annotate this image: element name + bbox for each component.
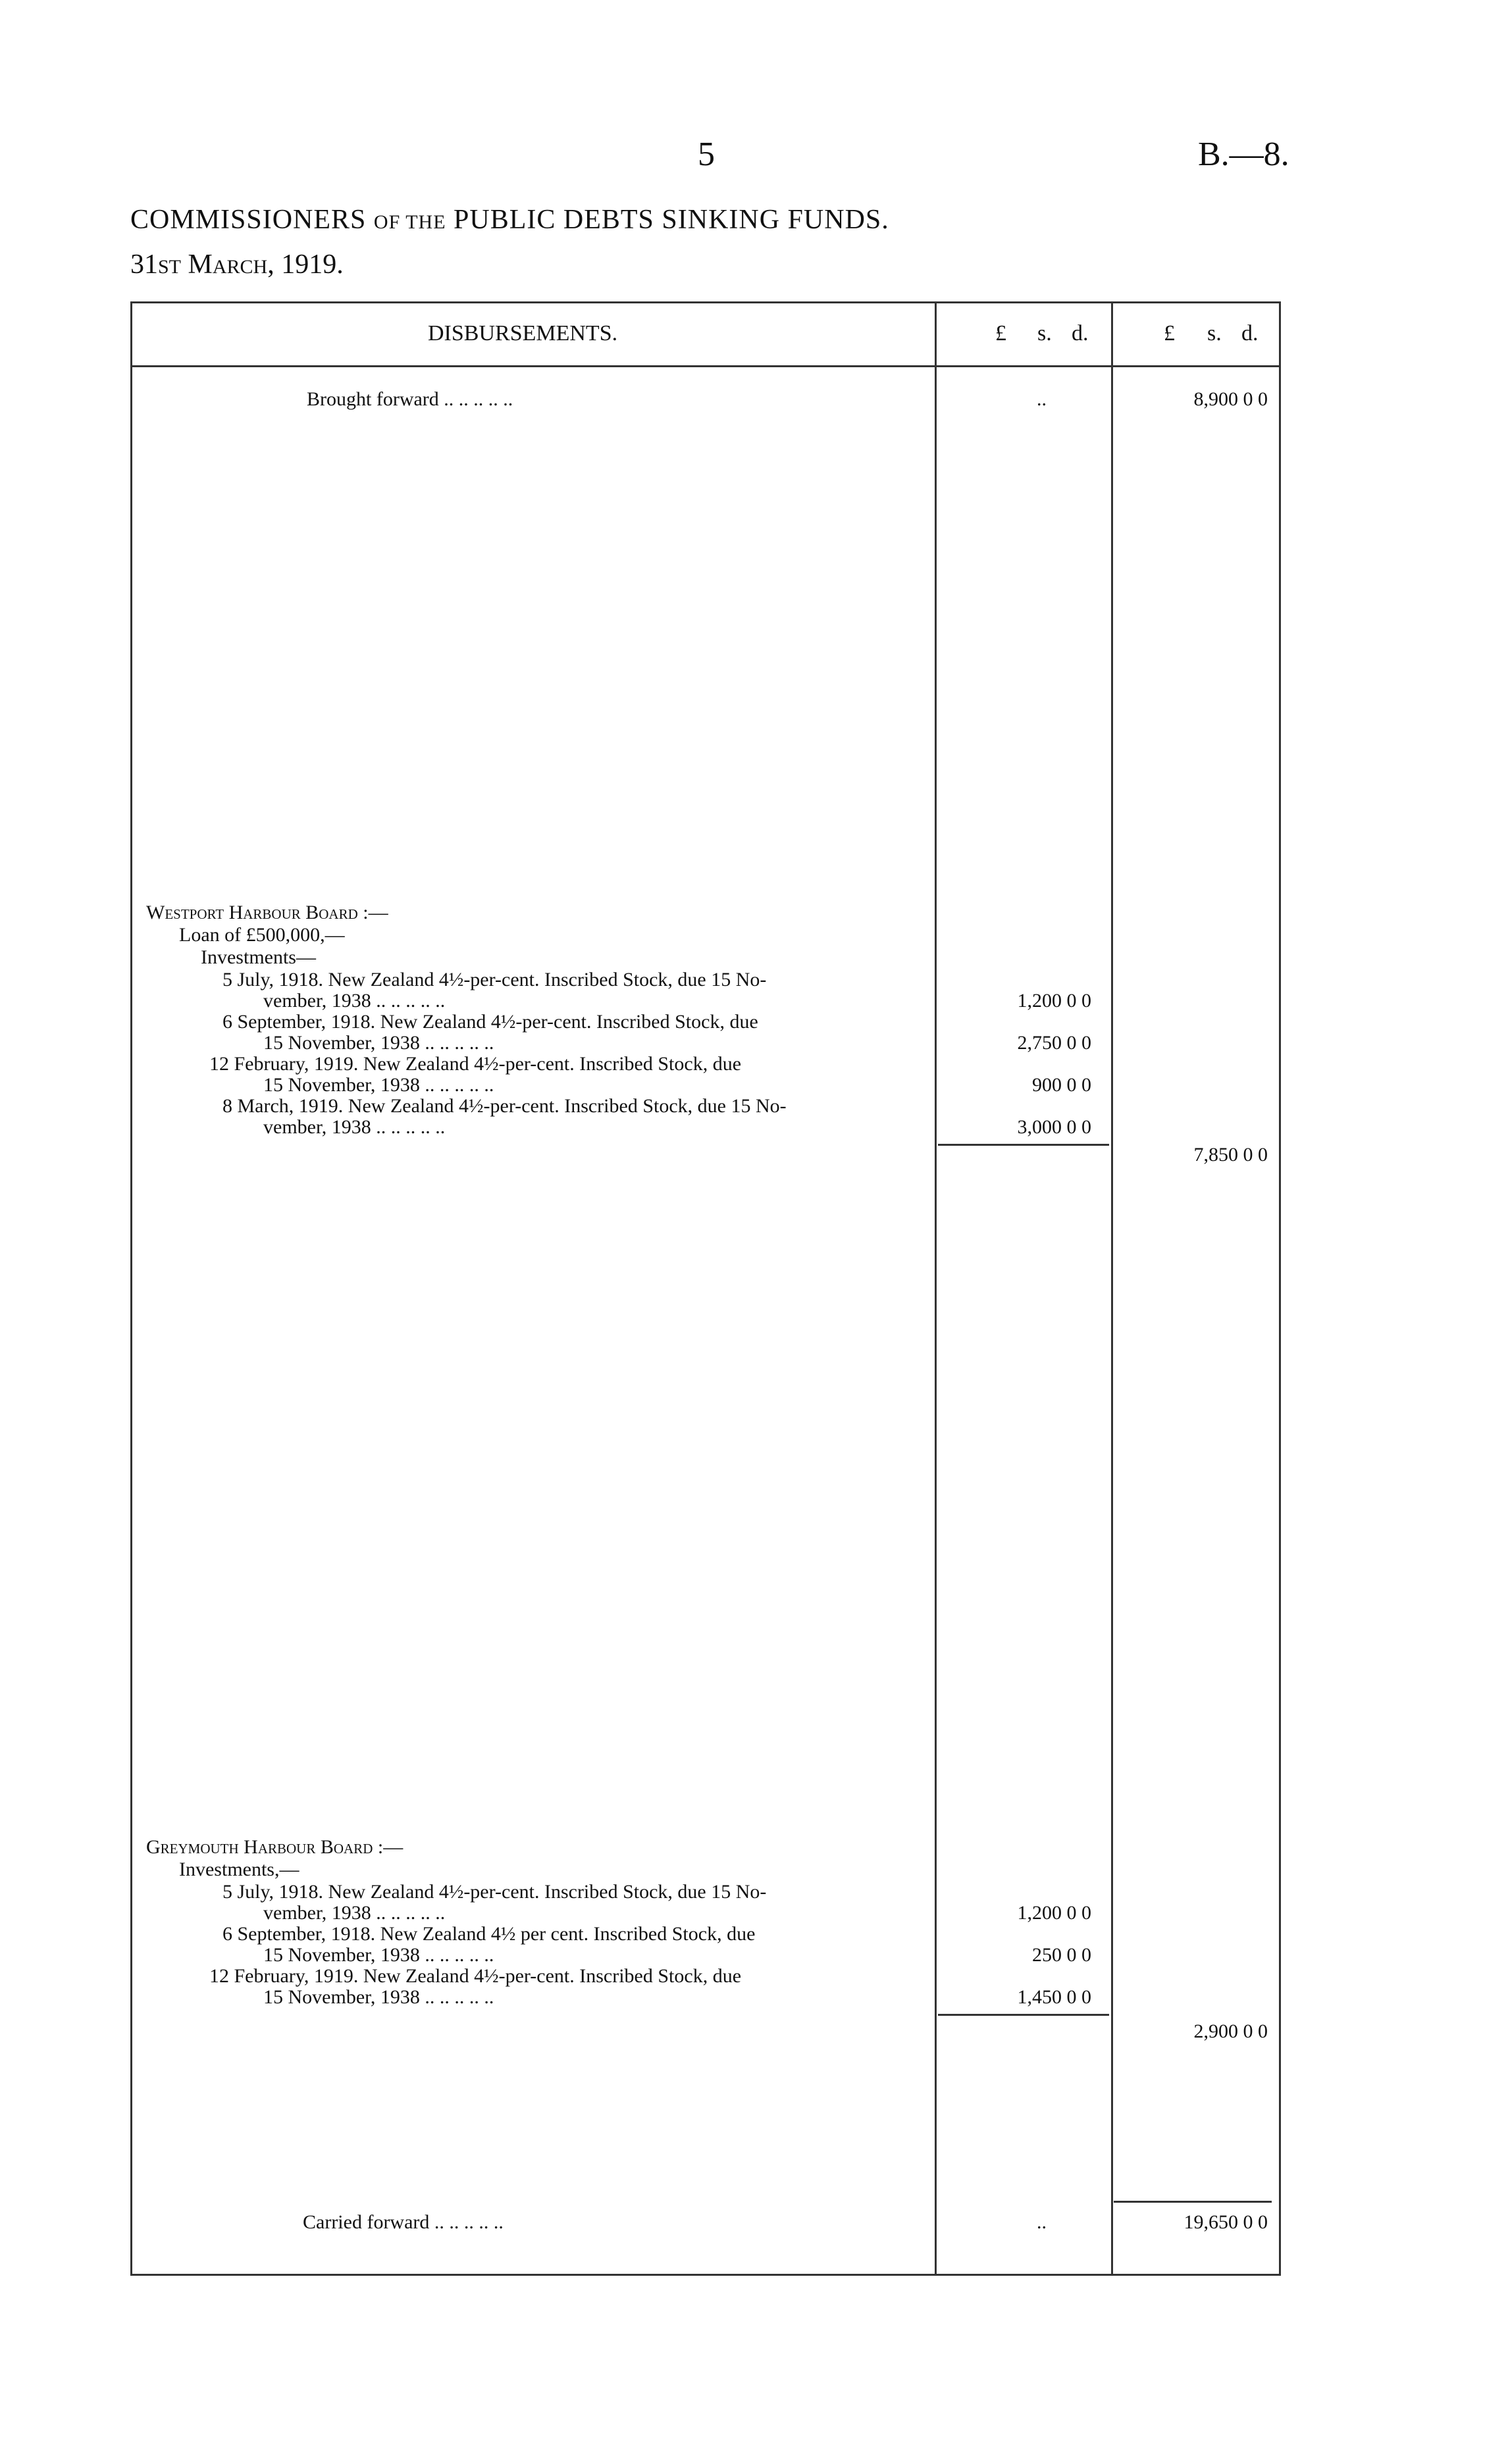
greymouth-total: 2,900 0 0 [1193,2020,1268,2042]
col2-shillings-head: s. [1207,321,1222,346]
page-title [130,204,889,236]
westport-entry-4-line1: 8 March, 1919. New Zealand 4½-per-cent. Inscribed Stock, due 15 No- [222,1095,787,1117]
brought-forward-label: Brought forward .. .. .. .. .. [307,388,513,410]
date-part-2: M [181,249,213,280]
westport-sum-rule [938,1144,1109,1146]
date-part-3: , 1919. [267,249,344,280]
greymouth-entry-1-amount: 1,200 0 0 [1017,1902,1091,1924]
date-small-2: ARCH [212,256,268,278]
carried-forward-rule [1114,2201,1272,2203]
westport-entry-1-line1: 5 July, 1918. New Zealand 4½-per-cent. Inscribed Stock, due 15 No- [222,969,767,990]
brought-forward-col1: .. [1037,388,1047,410]
greymouth-entry-3-line1: 12 February, 1919. New Zealand 4½-per-cent. Inscribed Stock, due [209,1965,742,1987]
greymouth-entry-3-amount: 1,450 0 0 [1017,1986,1091,2008]
westport-entry-2-line1: 6 September, 1918. New Zealand 4½-per-cent. Inscribed Stock, due [222,1011,758,1033]
westport-entry-1-amount: 1,200 0 0 [1017,990,1091,1012]
westport-total: 7,850 0 0 [1193,1144,1268,1166]
greymouth-entry-2-line1: 6 September, 1918. New Zealand 4½ per cent. Inscribed Stock, due [222,1923,756,1945]
westport-entry-3-line1: 12 February, 1919. New Zealand 4½-per-cent. Inscribed Stock, due [209,1053,742,1075]
westport-loan: Loan of £500,000,— [179,924,345,946]
col2-pence-head: d. [1241,321,1259,346]
page-date [130,249,344,280]
carried-forward-col2: 19,650 0 0 [1183,2211,1268,2233]
greymouth-investments: Investments,— [179,1859,299,1880]
westport-heading: Westport Harbour Board :— [146,902,388,923]
table-heading: DISBURSEMENTS. [428,321,618,346]
brought-forward-col2: 8,900 0 0 [1193,388,1268,410]
westport-entry-4-line2: vember, 1938 .. .. .. .. .. [263,1116,446,1138]
col2-pound-head: £ [1164,321,1175,346]
westport-entry-4-amount: 3,000 0 0 [1017,1116,1091,1138]
greymouth-entry-2-line2: 15 November, 1938 .. .. .. .. .. [263,1944,494,1966]
series-code: B.—8. [1198,136,1289,173]
col1-pence-head: d. [1072,321,1089,346]
header-underline [130,365,1281,367]
col1-shillings-head: s. [1037,321,1052,346]
title-part-1: COMMISSIONERS [130,205,374,235]
greymouth-entry-3-line2: 15 November, 1938 .. .. .. .. .. [263,1986,494,2008]
westport-entry-3-amount: 900 0 0 [1032,1074,1091,1096]
column-divider-1 [935,301,937,2276]
title-small-caps: OF THE [373,211,446,233]
greymouth-heading: Greymouth Harbour Board :— [146,1836,403,1858]
westport-entry-1-line2: vember, 1938 .. .. .. .. .. [263,990,446,1012]
date-part-1: 31 [130,249,158,280]
greymouth-entry-1-line2: vember, 1938 .. .. .. .. .. [263,1902,446,1924]
greymouth-entry-2-amount: 250 0 0 [1032,1944,1091,1966]
westport-entry-2-amount: 2,750 0 0 [1017,1032,1091,1054]
westport-investments: Investments— [201,946,316,968]
greymouth-sum-rule [938,2014,1109,2016]
col1-pound-head: £ [995,321,1006,346]
column-divider-2 [1111,301,1113,2276]
date-small-1: ST [158,256,182,278]
westport-entry-3-line2: 15 November, 1938 .. .. .. .. .. [263,1074,494,1096]
greymouth-entry-1-line1: 5 July, 1918. New Zealand 4½-per-cent. Inscribed Stock, due 15 No- [222,1881,767,1903]
page-number: 5 [698,136,715,173]
carried-forward-col1: .. [1037,2211,1047,2233]
title-part-2: PUBLIC DEBTS SINKING FUNDS. [446,205,889,235]
carried-forward-label: Carried forward .. .. .. .. .. [303,2211,504,2233]
westport-entry-2-line2: 15 November, 1938 .. .. .. .. .. [263,1032,494,1054]
